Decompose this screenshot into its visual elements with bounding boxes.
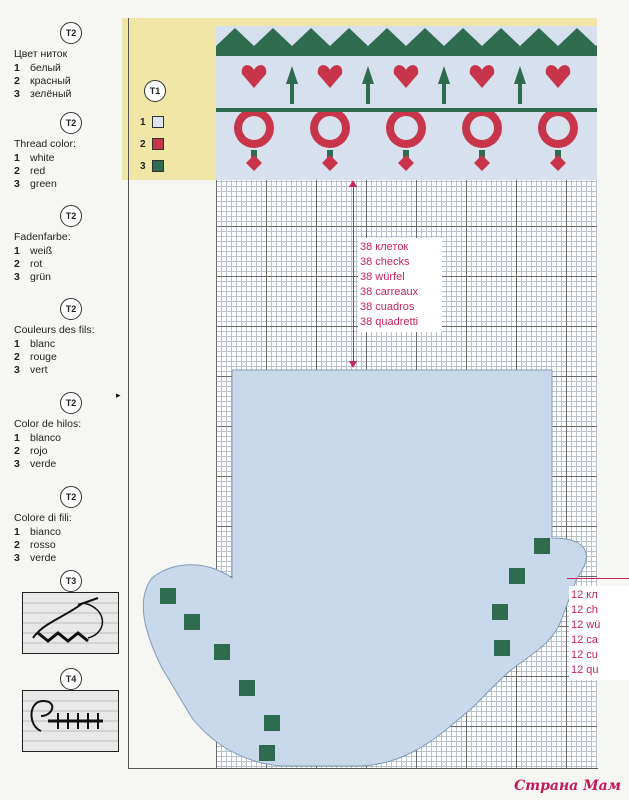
t1-badge: T1 xyxy=(144,80,166,102)
legend-item: 1 weiß xyxy=(14,245,53,257)
legend-item: 1 white xyxy=(14,152,55,164)
t2-badge: T2 xyxy=(60,205,82,227)
edge-marker-icon: ▸ xyxy=(116,390,121,400)
stitch-diagram-t4 xyxy=(22,690,119,752)
green-stitch-block xyxy=(214,644,230,660)
stitch-diagram-t3 xyxy=(22,592,119,654)
legend-title-ru: Цвет ниток xyxy=(14,48,68,60)
t2-badge: T2 xyxy=(60,486,82,508)
legend-item: 3 vert xyxy=(14,364,48,376)
t3-badge: T3 xyxy=(60,570,82,592)
measure-arrow-down xyxy=(349,361,357,368)
measure-12-label: 12 кл 12 ch 12 wü 12 ca 12 cu 12 qu xyxy=(569,586,629,680)
legend-item: 2 rojo xyxy=(14,445,48,457)
green-stitch-block xyxy=(492,604,508,620)
t2-badge: T2 xyxy=(60,22,82,44)
legend-title-fr: Couleurs des fils: xyxy=(14,324,95,336)
t4-badge: T4 xyxy=(60,668,82,690)
green-stitch-block xyxy=(509,568,525,584)
green-stitch-block xyxy=(534,538,550,554)
legend-item: 2 red xyxy=(14,165,46,177)
measure-38-label: 38 клеток 38 checks 38 würfel 38 carreaux 38 cuadros 38 quadretti xyxy=(358,238,442,332)
color-key-row: 2 xyxy=(140,138,164,150)
t2-badge: T2 xyxy=(60,392,82,414)
green-stitch-block xyxy=(259,745,275,761)
t2-badge: T2 xyxy=(60,298,82,320)
legend-item: 1 bianco xyxy=(14,526,61,538)
legend-item: 1 blanc xyxy=(14,338,56,350)
legend-title-en: Thread color: xyxy=(14,138,76,150)
legend-title-de: Fadenfarbe: xyxy=(14,231,71,243)
color-key-row: 1 xyxy=(140,116,164,128)
legend-item: 1 blanco xyxy=(14,432,61,444)
legend-item: 2 rouge xyxy=(14,351,57,363)
legend-title-es: Color de hilos: xyxy=(14,418,82,430)
watermark: Страна Мам xyxy=(514,778,621,794)
green-stitch-block xyxy=(494,640,510,656)
pattern-chart xyxy=(122,18,629,780)
measure-line xyxy=(353,186,354,366)
legend-item: 3 grün xyxy=(14,271,52,283)
t2-badge: T2 xyxy=(60,112,82,134)
color-key-row: 3 xyxy=(140,160,164,172)
legend-item: 3 зелёный xyxy=(14,88,72,100)
legend-item: 2 rot xyxy=(14,258,43,270)
thread-legend xyxy=(0,0,122,800)
legend-item: 3 verde xyxy=(14,552,57,564)
green-stitch-block xyxy=(264,715,280,731)
legend-item: 3 verde xyxy=(14,458,57,470)
green-stitch-block xyxy=(239,680,255,696)
legend-item: 2 rosso xyxy=(14,539,56,551)
green-stitch-block xyxy=(184,614,200,630)
legend-item: 1 белый xyxy=(14,62,61,74)
mitten-outline xyxy=(122,18,629,780)
legend-item: 2 красный xyxy=(14,75,71,87)
green-stitch-block xyxy=(160,588,176,604)
legend-item: 3 green xyxy=(14,178,57,190)
measure-line-side xyxy=(567,578,629,579)
legend-title-it: Colore di fili: xyxy=(14,512,72,524)
